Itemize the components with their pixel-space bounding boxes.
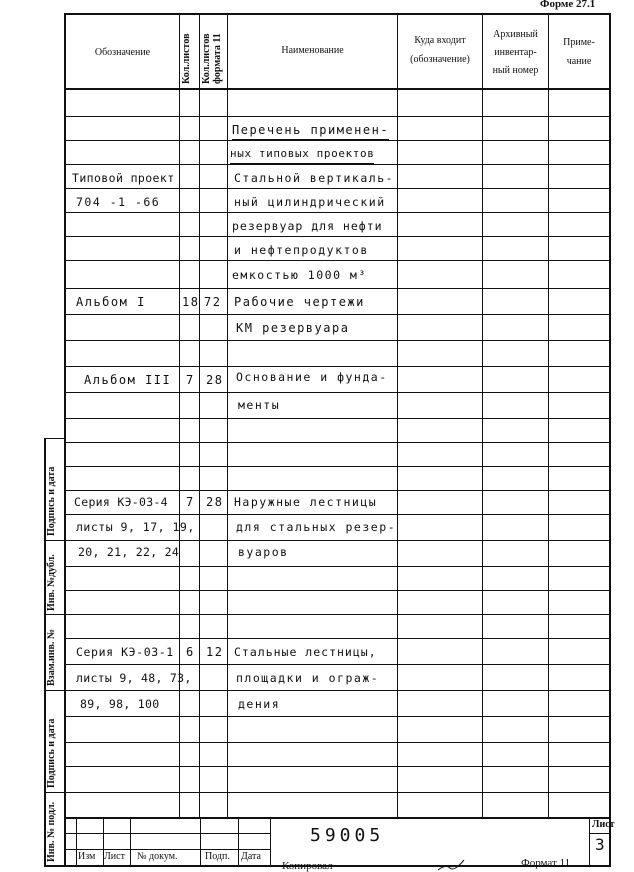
header-where-included-2: (обозначение) bbox=[410, 54, 470, 65]
header-name: Наименование bbox=[281, 45, 344, 56]
stamp-document-code: 59005 bbox=[310, 825, 385, 846]
album-3-sheets-format: 28 bbox=[206, 373, 224, 387]
series-4-name-3: вуаров bbox=[238, 545, 289, 559]
series-1-sheets: 6 bbox=[186, 645, 195, 659]
series-1-name-1: Стальные лестницы, bbox=[234, 645, 377, 659]
stamp-list: Лист bbox=[104, 851, 125, 862]
header-designation: Обозначение bbox=[94, 47, 151, 58]
series-4-designation-3: 20, 21, 22, 24 bbox=[78, 545, 180, 559]
album-1-sheets-format: 72 bbox=[204, 295, 222, 309]
tp-designation-1: Типовой проект bbox=[72, 171, 175, 185]
form-label: Форме 27.1 bbox=[540, 0, 596, 10]
tp-name-5: емкостью 1000 м³ bbox=[232, 268, 367, 282]
album-3-name-2: менты bbox=[238, 398, 281, 412]
header-archive-2: инвентар- bbox=[494, 47, 537, 58]
album-1-name-1: Рабочие чертежи bbox=[234, 295, 365, 309]
album-1-name-2: КМ резервуара bbox=[236, 321, 350, 335]
side-inv-dubl: Инв. №дубл. bbox=[46, 554, 57, 611]
header-sheets-count: Кол.листов bbox=[181, 33, 192, 84]
stamp-doc-no: № докум. bbox=[137, 851, 178, 862]
header-sheets-format bbox=[201, 14, 223, 84]
side-inv-podl: Инв. № подл. bbox=[46, 801, 57, 862]
header-note-1: Приме- bbox=[563, 37, 595, 48]
tp-name-3: резервуар для нефти bbox=[232, 219, 383, 233]
footer-copied: Копировал bbox=[282, 860, 333, 872]
stamp-sheet-label: Лист bbox=[592, 819, 615, 830]
album-1-sheets: 18 bbox=[182, 295, 200, 309]
signature-mark bbox=[436, 858, 466, 872]
side-vzam-inv: Взам.инв. № bbox=[46, 629, 57, 686]
stamp-sheet-number: 3 bbox=[595, 835, 607, 854]
stamp-signature: Подп. bbox=[205, 851, 230, 862]
header-where-included-1: Куда входит bbox=[414, 35, 466, 46]
series-1-name-3: дения bbox=[238, 697, 281, 711]
series-1-designation-2: листы 9, 48, 73, bbox=[76, 671, 192, 685]
series-4-name-2: для стальных резер- bbox=[236, 520, 397, 534]
list-title-line-2: ных типовых проектов bbox=[230, 145, 374, 164]
stamp-date: Дата bbox=[241, 851, 261, 862]
series-4-sheets-format: 28 bbox=[206, 495, 224, 509]
header-sheets-format-text: Кол.листов формата 11 bbox=[201, 33, 223, 84]
tp-designation-2: 704 -1 -66 bbox=[76, 195, 161, 209]
tp-name-2: ный цилиндрический bbox=[234, 195, 386, 209]
album-3-sheets: 7 bbox=[186, 373, 195, 387]
list-title-line-1: Перечень применен- bbox=[232, 121, 389, 140]
series-4-sheets: 7 bbox=[186, 495, 195, 509]
side-sign-date-1: Подпись и дата bbox=[46, 718, 57, 788]
series-4-designation-2: листы 9, 17, 19, bbox=[76, 520, 195, 534]
header-note-2: чание bbox=[566, 56, 592, 67]
album-3-name-1: Основание и фунда- bbox=[236, 370, 388, 384]
series-1-name-2: площадки и ограж- bbox=[236, 671, 380, 685]
series-1-sheets-format: 12 bbox=[206, 645, 224, 659]
album-3: Альбом III bbox=[84, 373, 172, 387]
footer-format: Формат 11 bbox=[521, 857, 571, 869]
side-sign-date-2: Подпись и дата bbox=[46, 466, 57, 536]
header-archive-3: ный номер bbox=[492, 65, 539, 76]
series-1-designation-1: Серия КЭ-03-1 bbox=[76, 645, 174, 659]
tp-name-1: Стальной вертикаль- bbox=[234, 171, 395, 185]
album-1: Альбом I bbox=[76, 295, 146, 309]
series-4-designation-1: Серия КЭ-03-4 bbox=[74, 495, 168, 509]
stamp-izm: Изм bbox=[78, 851, 96, 862]
header-archive-1: Архивный bbox=[493, 29, 538, 40]
series-4-name-1: Наружные лестницы bbox=[234, 495, 378, 509]
series-1-designation-3: 89, 98, 100 bbox=[80, 697, 160, 711]
tp-name-4: и нефтепродуктов bbox=[234, 243, 369, 257]
